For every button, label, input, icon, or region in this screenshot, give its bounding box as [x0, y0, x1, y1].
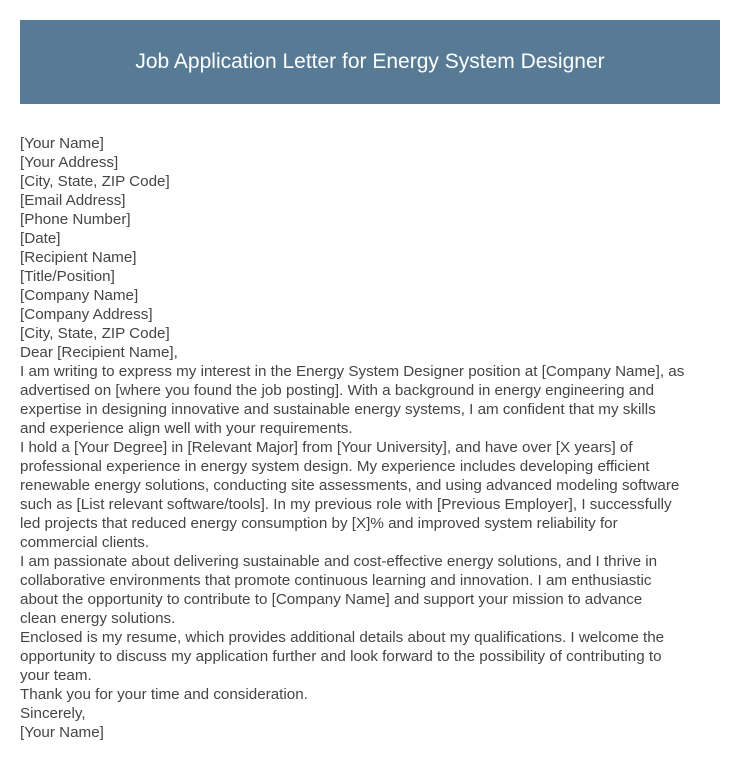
paragraph-line: commercial clients. — [20, 534, 150, 551]
recipient-block — [20, 248, 725, 343]
sender-block — [20, 134, 725, 229]
paragraph-line: advertised on [where you found the job posting]. With a background in energy engineering and — [20, 382, 655, 399]
paragraph-line: clean energy solutions. — [20, 610, 176, 627]
recipient-address: [Company Address] — [20, 306, 153, 323]
paragraph-line: and experience align well with your requirements. — [20, 420, 353, 437]
paragraph-passion — [20, 552, 725, 628]
sender-address: [Your Address] — [20, 154, 119, 171]
paragraph-line: Enclosed is my resume, which provides additional details about my qualifications. I welcome the — [20, 629, 665, 646]
paragraph-line: I am writing to express my interest in the Energy System Designer position at [Company Name], as — [20, 363, 685, 380]
sender-name: [Your Name] — [20, 135, 104, 152]
sender-phone: [Phone Number] — [20, 211, 131, 228]
letter-body — [20, 134, 725, 742]
recipient-company: [Company Name] — [20, 287, 139, 304]
paragraph-experience — [20, 438, 725, 552]
paragraph-line: such as [List relevant software/tools]. In my previous role with [Previous Employer], I successfully — [20, 496, 672, 513]
paragraph-line: your team. — [20, 667, 92, 684]
page-header — [20, 20, 720, 104]
paragraph-intro — [20, 362, 725, 438]
closing-line: Sincerely, — [20, 705, 86, 722]
paragraph-line: renewable energy solutions, conducting site assessments, and using advanced modeling software — [20, 477, 680, 494]
paragraph-line: professional experience in energy system design. My experience includes developing efficient — [20, 458, 650, 475]
paragraph-line: I am passionate about delivering sustainable and cost-effective energy solutions, and I thrive in — [20, 553, 658, 570]
letter-date: [Date] — [20, 230, 61, 247]
paragraph-line: I hold a [Your Degree] in [Relevant Major] from [Your University], and have over [X years] of — [20, 439, 633, 456]
recipient-city-state-zip: [City, State, ZIP Code] — [20, 325, 170, 342]
recipient-title: [Title/Position] — [20, 268, 115, 285]
paragraph-line: collaborative environments that promote continuous learning and innovation. I am enthusiastic — [20, 572, 652, 589]
paragraph-line: led projects that reduced energy consumption by [X]% and improved system reliability for — [20, 515, 618, 532]
page-title: Job Application Letter for Energy System Designer — [135, 50, 605, 73]
paragraph-closing — [20, 628, 725, 685]
paragraph-line: opportunity to discuss my application further and look forward to the possibility of contributing to — [20, 648, 662, 665]
paragraph-line: expertise in designing innovative and sustainable energy systems, I am confident that my skills — [20, 401, 656, 418]
sender-city-state-zip: [City, State, ZIP Code] — [20, 173, 170, 190]
paragraph-line: about the opportunity to contribute to [Company Name] and support your mission to advance — [20, 591, 643, 608]
thanks-line: Thank you for your time and consideration. — [20, 686, 308, 703]
salutation: Dear [Recipient Name], — [20, 344, 178, 361]
recipient-name: [Recipient Name] — [20, 249, 137, 266]
sender-email: [Email Address] — [20, 192, 126, 209]
signature: [Your Name] — [20, 724, 104, 741]
